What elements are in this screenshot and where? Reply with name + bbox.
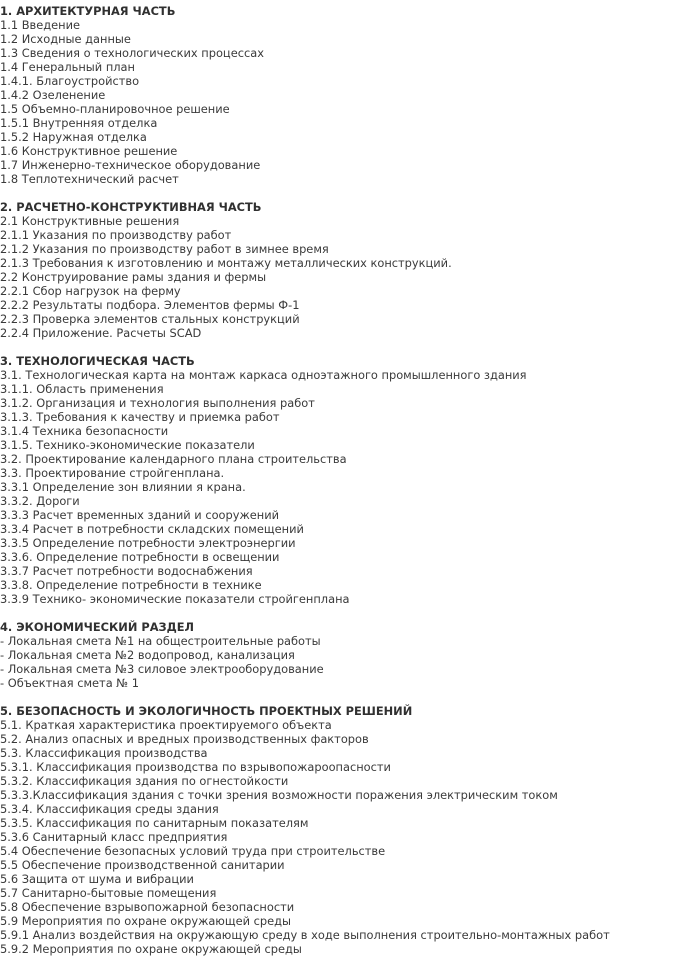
toc-item: 1.8 Теплотехнический расчет — [0, 172, 179, 186]
section-heading: 4. ЭКОНОМИЧЕСКИЙ РАЗДЕЛ — [0, 620, 194, 634]
toc-section — [0, 200, 700, 340]
toc-item: 3.1.1. Область применения — [0, 382, 164, 396]
toc-item: 3.1. Технологическая карта на монтаж каркаса одноэтажного промышленного здания — [0, 368, 527, 382]
toc-item: 5.3.6 Санитарный класс предприятия — [0, 830, 228, 844]
section-heading: 3. ТЕХНОЛОГИЧЕСКАЯ ЧАСТЬ — [0, 354, 195, 368]
toc-item: 1.5.1 Внутренняя отделка — [0, 116, 158, 130]
toc-item: 1.5 Объемно-планировочное решение — [0, 102, 230, 116]
toc-item: 3.1.5. Технико-экономические показатели — [0, 438, 255, 452]
toc-item: 2.2 Конструирование рамы здания и фермы — [0, 270, 267, 284]
toc-item: 5.7 Санитарно-бытовые помещения — [0, 886, 217, 900]
toc-item: 5.9.2 Мероприятия по охране окружающей среды — [0, 942, 302, 956]
toc-item: 3.3.6. Определение потребности в освещении — [0, 550, 280, 564]
toc-item: 3.3.8. Определение потребности в технике — [0, 578, 262, 592]
toc-item: 2.2.3 Проверка элементов стальных конструкций — [0, 312, 300, 326]
toc-item: 3.2. Проектирование календарного плана строительства — [0, 452, 347, 466]
toc-item: - Локальная смета №1 на общестроительные работы — [0, 634, 321, 648]
toc-item: 5.1. Краткая характеристика проектируемого объекта — [0, 718, 332, 732]
toc-item: 5.3.3.Классификация здания с точки зрения возможности поражения электрическим током — [0, 788, 558, 802]
toc-section — [0, 704, 700, 956]
toc-item: 2.1.1 Указания по производству работ — [0, 228, 232, 242]
toc-item: - Локальная смета №3 силовое электрооборудование — [0, 662, 324, 676]
toc-item: 5.4 Обеспечение безопасных условий труда при строительстве — [0, 844, 386, 858]
toc-item: 5.9.1 Анализ воздействия на окружающую среду в ходе выполнения строительно-монтажных работ — [0, 928, 610, 942]
toc-item: 5.3.4. Классификация среды здания — [0, 802, 219, 816]
toc-section — [0, 354, 700, 606]
toc-item: 3.3.9 Технико- экономические показатели стройгенплана — [0, 592, 350, 606]
toc-item: 3.1.4 Техника безопасности — [0, 424, 169, 438]
toc-item: 1.1 Введение — [0, 18, 81, 32]
toc-item: 5.3.1. Классификация производства по взрывопожароопасности — [0, 760, 391, 774]
toc-item: 2.2.2 Результаты подбора. Элементов фермы Ф-1 — [0, 298, 300, 312]
toc-item: 1.4 Генеральный план — [0, 60, 135, 74]
toc-item: 3.3.7 Расчет потребности водоснабжения — [0, 564, 253, 578]
table-of-contents — [0, 4, 700, 956]
toc-section — [0, 4, 700, 186]
toc-item: - Объектная смета № 1 — [0, 676, 140, 690]
toc-item: 3.1.2. Организация и технология выполнения работ — [0, 396, 315, 410]
toc-item: 5.6 Защита от шума и вибрации — [0, 872, 194, 886]
toc-item: 1.4.2 Озеленение — [0, 88, 106, 102]
toc-item: 1.6 Конструктивное решение — [0, 144, 178, 158]
toc-item: 3.3.2. Дороги — [0, 494, 80, 508]
toc-item: 3.3.5 Определение потребности электроэнергии — [0, 536, 296, 550]
toc-item: 1.5.2 Наружная отделка — [0, 130, 147, 144]
toc-item: 5.2. Анализ опасных и вредных производственных факторов — [0, 732, 369, 746]
toc-item: 5.3.5. Классификация по санитарным показателям — [0, 816, 309, 830]
toc-item: 2.1 Конструктивные решения — [0, 214, 180, 228]
toc-item: 2.2.1 Сбор нагрузок на ферму — [0, 284, 181, 298]
toc-item: 3.1.3. Требования к качеству и приемка работ — [0, 410, 280, 424]
section-heading: 2. РАСЧЕТНО-КОНСТРУКТИВНАЯ ЧАСТЬ — [0, 200, 262, 214]
toc-item: 5.3. Классификация производства — [0, 746, 208, 760]
toc-item: 1.2 Исходные данные — [0, 32, 131, 46]
toc-item: 5.8 Обеспечение взрывопожарной безопасности — [0, 900, 295, 914]
toc-item: 1.7 Инженерно-техническое оборудование — [0, 158, 261, 172]
toc-item: 3.3.1 Определение зон влиянии я крана. — [0, 480, 246, 494]
toc-item: 1.4.1. Благоустройство — [0, 74, 140, 88]
section-heading: 1. АРХИТЕКТУРНАЯ ЧАСТЬ — [0, 4, 176, 18]
section-heading: 5. БЕЗОПАСНОСТЬ И ЭКОЛОГИЧНОСТЬ ПРОЕКТНЫХ РЕШЕНИЙ — [0, 704, 413, 718]
toc-item: 3.3. Проектирование стройгенплана. — [0, 466, 225, 480]
toc-item: 3.3.3 Расчет временных зданий и сооружений — [0, 508, 280, 522]
toc-item: 2.1.3 Требования к изготовлению и монтажу металлических конструкций. — [0, 256, 452, 270]
toc-item: - Локальная смета №2 водопровод, канализация — [0, 648, 295, 662]
toc-item: 5.9 Мероприятия по охране окружающей среды — [0, 914, 292, 928]
toc-section — [0, 620, 700, 690]
toc-item: 5.3.2. Классификация здания по огнестойкости — [0, 774, 289, 788]
toc-item: 5.5 Обеспечение производственной санитарии — [0, 858, 285, 872]
toc-item: 3.3.4 Расчет в потребности складских помещений — [0, 522, 304, 536]
toc-item: 2.1.2 Указания по производству работ в зимнее время — [0, 242, 329, 256]
toc-item: 1.3 Сведения о технологических процессах — [0, 46, 264, 60]
toc-item: 2.2.4 Приложение. Расчеты SCAD — [0, 326, 202, 340]
